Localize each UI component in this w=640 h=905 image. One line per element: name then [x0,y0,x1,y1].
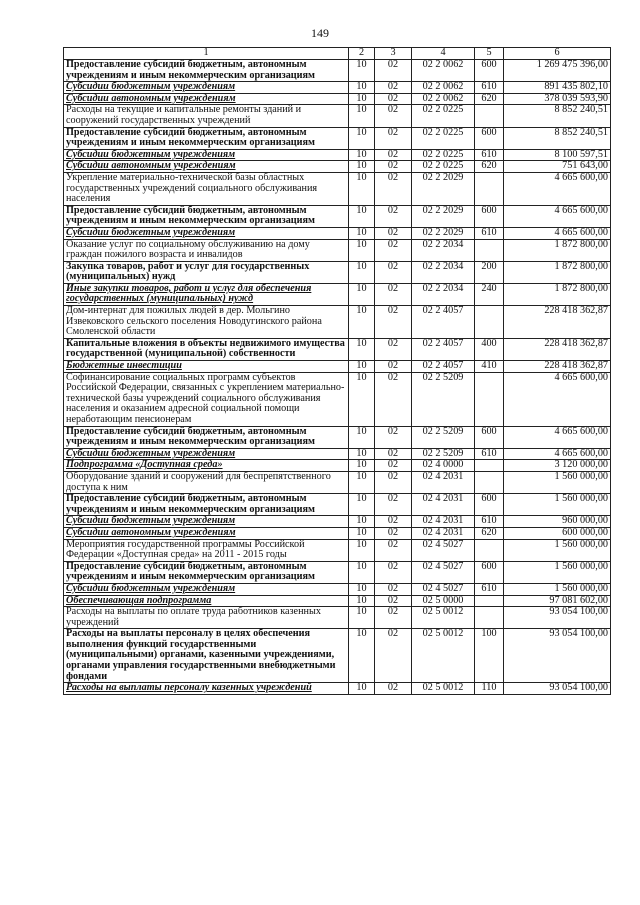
row-name-cell: Подпрограмма «Доступная среда» [64,460,349,472]
row-name-cell: Укрепление материально-технической базы областных государственных учреждений социального обслуживания населения [64,172,349,205]
row-target-code-cell: 02 5 0012 [412,683,475,695]
row-subsection-cell: 02 [375,448,412,460]
row-section-cell: 10 [349,306,375,339]
table-row [64,60,611,82]
row-section-cell: 10 [349,161,375,173]
row-amount-cell: 1 560 000,00 [504,583,611,595]
row-target-code-cell: 02 2 5209 [412,448,475,460]
row-name-cell: Субсидии автономным учреждениям [64,93,349,105]
row-name-cell: Закупка товаров, работ и услуг для государственных (муниципальных) нужд [64,261,349,283]
row-expense-type-cell: 610 [475,516,504,528]
table-row [64,127,611,149]
column-header: 1 [64,48,349,60]
row-section-cell: 10 [349,82,375,94]
row-section-cell: 10 [349,607,375,629]
row-subsection-cell: 02 [375,607,412,629]
row-subsection-cell: 02 [375,239,412,261]
row-amount-cell: 378 039 593,90 [504,93,611,105]
row-name-cell: Капитальные вложения в объекты недвижимого имущества государственной (муниципальной) собственности [64,338,349,360]
row-section-cell: 10 [349,494,375,516]
row-target-code-cell: 02 2 5209 [412,426,475,448]
row-subsection-cell: 02 [375,172,412,205]
row-expense-type-cell [475,172,504,205]
row-target-code-cell: 02 5 0012 [412,629,475,683]
row-target-code-cell: 02 4 0000 [412,460,475,472]
row-name-cell: Субсидии бюджетным учреждениям [64,583,349,595]
row-name-cell: Предоставление субсидий бюджетным, автономным учреждениям и иным некоммерческим организациям [64,426,349,448]
row-amount-cell: 3 120 000,00 [504,460,611,472]
row-target-code-cell: 02 2 2034 [412,283,475,305]
row-name-cell: Предоставление субсидий бюджетным, автономным учреждениям и иным некоммерческим организациям [64,60,349,82]
table-row [64,527,611,539]
row-expense-type-cell: 610 [475,583,504,595]
row-section-cell: 10 [349,338,375,360]
row-name-cell: Субсидии автономным учреждениям [64,527,349,539]
row-name-cell: Предоставление субсидий бюджетным, автономным учреждениям и иным некоммерческим организациям [64,205,349,227]
row-subsection-cell: 02 [375,629,412,683]
row-subsection-cell: 02 [375,539,412,561]
row-target-code-cell: 02 2 2029 [412,205,475,227]
row-target-code-cell: 02 2 4057 [412,338,475,360]
row-name-cell: Предоставление субсидий бюджетным, автономным учреждениям и иным некоммерческим организациям [64,127,349,149]
row-expense-type-cell: 620 [475,93,504,105]
row-expense-type-cell: 240 [475,283,504,305]
table-row [64,539,611,561]
column-header: 2 [349,48,375,60]
row-subsection-cell: 02 [375,227,412,239]
table-row [64,595,611,607]
row-amount-cell: 4 665 600,00 [504,172,611,205]
table-row [64,494,611,516]
row-target-code-cell: 02 2 0062 [412,60,475,82]
row-subsection-cell: 02 [375,93,412,105]
table-row [64,338,611,360]
table-row [64,82,611,94]
row-section-cell: 10 [349,149,375,161]
row-name-cell: Оборудование зданий и сооружений для беспрепятственного доступа к ним [64,471,349,493]
row-amount-cell: 228 418 362,87 [504,338,611,360]
row-target-code-cell: 02 2 0062 [412,82,475,94]
row-subsection-cell: 02 [375,60,412,82]
row-name-cell: Субсидии бюджетным учреждениям [64,227,349,239]
row-name-cell: Предоставление субсидий бюджетным, автономным учреждениям и иным некоммерческим организациям [64,494,349,516]
table-row [64,683,611,695]
row-section-cell: 10 [349,448,375,460]
budget-table [63,47,611,695]
table-row [64,583,611,595]
row-expense-type-cell: 110 [475,683,504,695]
row-target-code-cell: 02 4 5027 [412,583,475,595]
row-target-code-cell: 02 4 2031 [412,471,475,493]
table-header-row [64,48,611,60]
row-subsection-cell: 02 [375,494,412,516]
row-target-code-cell: 02 2 0225 [412,105,475,127]
row-section-cell: 10 [349,239,375,261]
table-row [64,105,611,127]
row-name-cell: Расходы на выплаты персоналу казенных учреждений [64,683,349,695]
row-expense-type-cell: 610 [475,82,504,94]
row-amount-cell: 93 054 100,00 [504,629,611,683]
table-row [64,172,611,205]
row-section-cell: 10 [349,205,375,227]
row-section-cell: 10 [349,60,375,82]
row-target-code-cell: 02 2 0225 [412,149,475,161]
row-subsection-cell: 02 [375,583,412,595]
table-row [64,306,611,339]
row-expense-type-cell: 400 [475,338,504,360]
row-name-cell: Субсидии бюджетным учреждениям [64,448,349,460]
row-name-cell: Бюджетные инвестиции [64,361,349,373]
row-name-cell: Расходы на текущие и капитальные ремонты зданий и сооружений государственных учреждений [64,105,349,127]
row-amount-cell: 4 665 600,00 [504,205,611,227]
page-number: 149 [311,26,329,40]
row-section-cell: 10 [349,683,375,695]
table-row [64,239,611,261]
row-amount-cell: 97 081 602,00 [504,595,611,607]
row-target-code-cell: 02 4 2031 [412,516,475,528]
row-section-cell: 10 [349,283,375,305]
row-expense-type-cell [475,460,504,472]
row-expense-type-cell: 600 [475,60,504,82]
row-amount-cell: 93 054 100,00 [504,683,611,695]
row-amount-cell: 1 560 000,00 [504,561,611,583]
row-expense-type-cell [475,239,504,261]
row-subsection-cell: 02 [375,283,412,305]
row-target-code-cell: 02 2 2029 [412,172,475,205]
table-row [64,227,611,239]
row-section-cell: 10 [349,93,375,105]
row-expense-type-cell: 620 [475,161,504,173]
row-subsection-cell: 02 [375,471,412,493]
table-row [64,460,611,472]
row-section-cell: 10 [349,227,375,239]
row-subsection-cell: 02 [375,205,412,227]
column-header: 6 [504,48,611,60]
row-name-cell: Дом-интернат для пожилых людей в дер. Мольгино Извековского сельского поселения Новодугинского района Смоленской области [64,306,349,339]
row-name-cell: Софинансирование социальных программ субъектов Российской Федерации, связанных с укреплением материально-технической базы учреждений социального обслуживания населения и оказанием адресной социальной помощи неработающим пенсионерам [64,372,349,426]
column-header: 4 [412,48,475,60]
row-expense-type-cell [475,607,504,629]
row-section-cell: 10 [349,583,375,595]
row-target-code-cell: 02 5 0000 [412,595,475,607]
row-amount-cell: 1 560 000,00 [504,471,611,493]
table-row [64,516,611,528]
table-row [64,205,611,227]
row-amount-cell: 1 560 000,00 [504,539,611,561]
row-target-code-cell: 02 2 0225 [412,127,475,149]
row-target-code-cell: 02 4 2031 [412,527,475,539]
row-subsection-cell: 02 [375,105,412,127]
row-amount-cell: 600 000,00 [504,527,611,539]
row-expense-type-cell [475,306,504,339]
row-section-cell: 10 [349,426,375,448]
table-row [64,471,611,493]
row-subsection-cell: 02 [375,82,412,94]
row-amount-cell: 751 643,00 [504,161,611,173]
table-row [64,629,611,683]
row-expense-type-cell [475,105,504,127]
row-expense-type-cell: 600 [475,426,504,448]
row-subsection-cell: 02 [375,372,412,426]
row-amount-cell: 8 100 597,51 [504,149,611,161]
table-row [64,448,611,460]
row-expense-type-cell [475,539,504,561]
table-row [64,93,611,105]
row-name-cell: Расходы на выплаты по оплате труда работников казенных учреждений [64,607,349,629]
row-subsection-cell: 02 [375,683,412,695]
table-row [64,149,611,161]
row-expense-type-cell: 610 [475,149,504,161]
table-row [64,561,611,583]
row-expense-type-cell [475,595,504,607]
row-amount-cell: 1 269 475 396,00 [504,60,611,82]
row-expense-type-cell: 410 [475,361,504,373]
row-subsection-cell: 02 [375,516,412,528]
row-amount-cell: 228 418 362,87 [504,361,611,373]
row-section-cell: 10 [349,261,375,283]
row-subsection-cell: 02 [375,149,412,161]
row-expense-type-cell: 620 [475,527,504,539]
row-section-cell: 10 [349,172,375,205]
row-amount-cell: 1 872 800,00 [504,239,611,261]
row-amount-cell: 1 872 800,00 [504,261,611,283]
row-subsection-cell: 02 [375,127,412,149]
row-target-code-cell: 02 2 2034 [412,239,475,261]
row-target-code-cell: 02 2 2029 [412,227,475,239]
row-section-cell: 10 [349,595,375,607]
row-target-code-cell: 02 2 2034 [412,261,475,283]
row-section-cell: 10 [349,539,375,561]
row-amount-cell: 960 000,00 [504,516,611,528]
table-row [64,372,611,426]
row-expense-type-cell: 600 [475,127,504,149]
row-section-cell: 10 [349,105,375,127]
row-target-code-cell: 02 2 5209 [412,372,475,426]
row-target-code-cell: 02 2 4057 [412,361,475,373]
row-target-code-cell: 02 4 5027 [412,561,475,583]
row-expense-type-cell [475,471,504,493]
row-subsection-cell: 02 [375,306,412,339]
row-section-cell: 10 [349,471,375,493]
row-expense-type-cell [475,372,504,426]
row-amount-cell: 8 852 240,51 [504,127,611,149]
row-target-code-cell: 02 4 2031 [412,494,475,516]
row-target-code-cell: 02 5 0012 [412,607,475,629]
column-header: 5 [475,48,504,60]
column-header: 3 [375,48,412,60]
row-name-cell: Субсидии бюджетным учреждениям [64,149,349,161]
row-expense-type-cell: 600 [475,561,504,583]
table-row [64,261,611,283]
row-subsection-cell: 02 [375,595,412,607]
row-subsection-cell: 02 [375,261,412,283]
table-row [64,426,611,448]
row-subsection-cell: 02 [375,527,412,539]
row-section-cell: 10 [349,527,375,539]
row-amount-cell: 4 665 600,00 [504,227,611,239]
row-subsection-cell: 02 [375,361,412,373]
row-amount-cell: 891 435 802,10 [504,82,611,94]
row-subsection-cell: 02 [375,460,412,472]
row-amount-cell: 4 665 600,00 [504,448,611,460]
row-name-cell: Расходы на выплаты персоналу в целях обеспечения выполнения функций государственными (муниципальными) органами, казенными учреждениями, органами управления государственными внебюджетными фондами [64,629,349,683]
row-expense-type-cell: 610 [475,448,504,460]
table-row [64,283,611,305]
row-amount-cell: 4 665 600,00 [504,372,611,426]
row-section-cell: 10 [349,629,375,683]
row-target-code-cell: 02 2 0062 [412,93,475,105]
row-subsection-cell: 02 [375,161,412,173]
row-name-cell: Иные закупки товаров, работ и услуг для обеспечения государственных (муниципальных) нужд [64,283,349,305]
row-amount-cell: 8 852 240,51 [504,105,611,127]
table-row [64,607,611,629]
row-name-cell: Субсидии бюджетным учреждениям [64,82,349,94]
row-name-cell: Оказание услуг по социальному обслуживанию на дому граждан пожилого возраста и инвалидов [64,239,349,261]
row-expense-type-cell: 610 [475,227,504,239]
row-expense-type-cell: 600 [475,205,504,227]
row-section-cell: 10 [349,516,375,528]
row-section-cell: 10 [349,561,375,583]
row-section-cell: 10 [349,372,375,426]
row-target-code-cell: 02 4 5027 [412,539,475,561]
row-expense-type-cell: 600 [475,494,504,516]
row-name-cell: Субсидии автономным учреждениям [64,161,349,173]
row-name-cell: Обеспечивающая подпрограмма [64,595,349,607]
row-name-cell: Предоставление субсидий бюджетным, автономным учреждениям и иным некоммерческим организациям [64,561,349,583]
table-row [64,161,611,173]
row-amount-cell: 93 054 100,00 [504,607,611,629]
row-section-cell: 10 [349,460,375,472]
row-section-cell: 10 [349,127,375,149]
row-target-code-cell: 02 2 0225 [412,161,475,173]
row-name-cell: Мероприятия государственной программы Российской Федерации «Доступная среда» на 2011 - 2015 годы [64,539,349,561]
row-subsection-cell: 02 [375,561,412,583]
row-amount-cell: 4 665 600,00 [504,426,611,448]
row-expense-type-cell: 100 [475,629,504,683]
table-row [64,361,611,373]
row-name-cell: Субсидии бюджетным учреждениям [64,516,349,528]
row-section-cell: 10 [349,361,375,373]
row-amount-cell: 228 418 362,87 [504,306,611,339]
row-amount-cell: 1 560 000,00 [504,494,611,516]
row-subsection-cell: 02 [375,338,412,360]
row-target-code-cell: 02 2 4057 [412,306,475,339]
row-subsection-cell: 02 [375,426,412,448]
row-amount-cell: 1 872 800,00 [504,283,611,305]
row-expense-type-cell: 200 [475,261,504,283]
